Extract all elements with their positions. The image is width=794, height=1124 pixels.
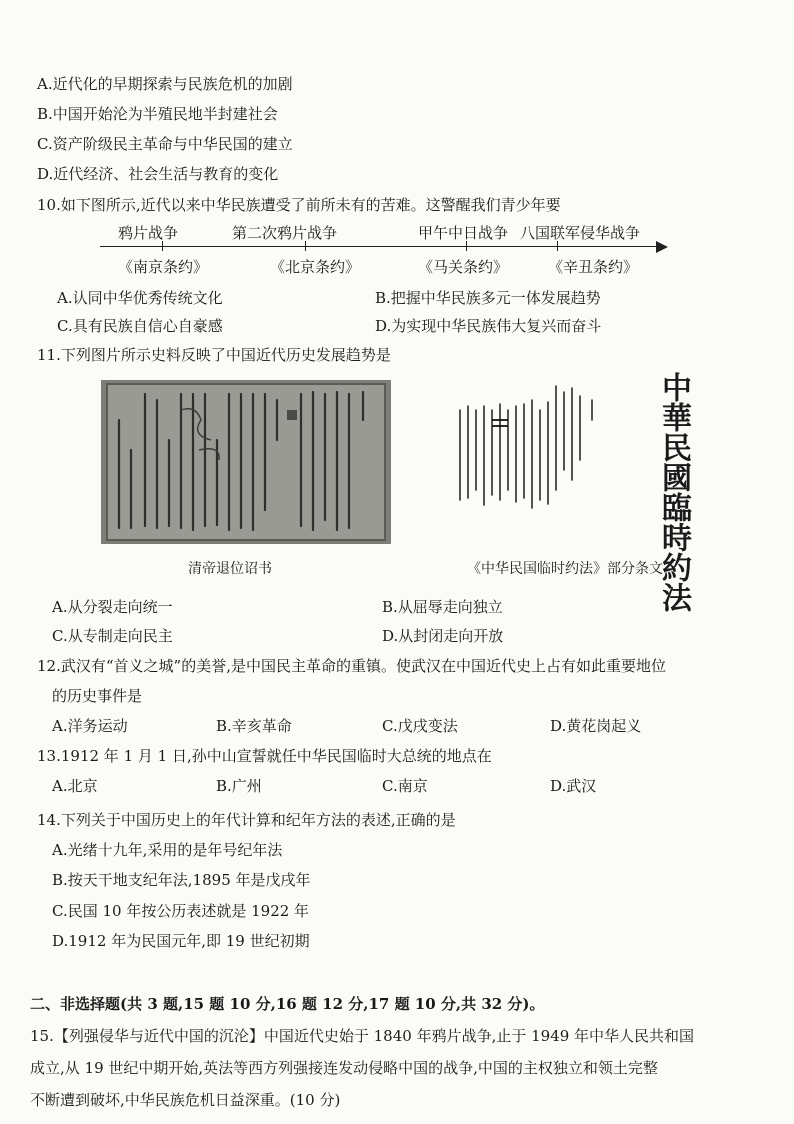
q13-option-b: B.广州 (216, 777, 262, 795)
q10-option-a: A.认同中华优秀传统文化 (57, 289, 223, 307)
abdication-edict-photo (101, 380, 391, 544)
q13-option-a: A.北京 (52, 777, 98, 795)
q10-timeline (100, 222, 670, 282)
q13-stem: 13.1912 年 1 月 1 日,孙中山宣誓就任中华民国临时大总统的地点在 (37, 747, 492, 765)
q9-option-d: D.近代经济、社会生活与教育的变化 (37, 165, 279, 183)
caption-provisional-constitution: 《中华民国临时约法》部分条文 (467, 561, 663, 577)
timeline-event: 第二次鸦片战争 (232, 224, 338, 242)
timeline-arrow (656, 241, 668, 253)
q12-stem-line-1: 12.武汉有“首义之城”的美誉,是中国民主革命的重镇。使武汉在中国近代史上占有如此重要地位 (37, 657, 666, 675)
q11-option-a: A.从分裂走向统一 (52, 598, 173, 616)
q13-option-c: C.南京 (382, 777, 428, 795)
q14-stem: 14.下列关于中国历史上的年代计算和纪年方法的表述,正确的是 (37, 811, 456, 829)
timeline-event: 鸦片战争 (118, 224, 179, 242)
q14-option-b: B.按天干地支纪年法,1895 年是戊戌年 (52, 871, 311, 889)
q13-option-d: D.武汉 (550, 777, 597, 795)
q14-option-a: A.光绪十九年,采用的是年号纪年法 (52, 841, 283, 859)
q15-line-2: 成立,从 19 世纪中期开始,英法等西方列强接连发动侵略中国的战争,中国的主权独立和领土完整 (30, 1059, 658, 1077)
timeline-treaty: 《北京条约》 (270, 258, 361, 276)
timeline-treaty: 《辛丑条约》 (548, 258, 639, 276)
timeline-event: 甲午中日战争 (418, 224, 509, 242)
q9-option-b: B.中国开始沦为半殖民地半封建社会 (37, 105, 278, 123)
q10-option-d: D.为实现中华民族伟大复兴而奋斗 (375, 317, 602, 335)
q14-option-c: C.民国 10 年按公历表述就是 1922 年 (52, 902, 310, 920)
q12-option-c: C.戊戌变法 (382, 717, 458, 735)
q9-option-a: A.近代化的早期探索与民族危机的加剧 (37, 75, 293, 93)
q11-stem: 11.下列图片所示史料反映了中国近代历史发展趋势是 (37, 346, 391, 364)
q10-option-c: C.具有民族自信心自豪感 (57, 317, 223, 335)
q10-stem: 10.如下图所示,近代以来中华民族遭受了前所未有的苦难。这警醒我们青少年要 (37, 196, 561, 214)
timeline-treaty: 《南京条约》 (118, 258, 209, 276)
q11-option-b: B.从屈辱走向独立 (382, 598, 503, 616)
q12-option-b: B.辛亥革命 (216, 717, 292, 735)
q11-option-c: C.从专制走向民主 (52, 627, 173, 645)
q12-option-d: D.黄花岗起义 (550, 717, 642, 735)
q10-option-b: B.把握中华民族多元一体发展趋势 (375, 289, 601, 307)
q12-option-a: A.洋务运动 (52, 717, 128, 735)
timeline-event: 八国联军侵华战争 (520, 224, 641, 242)
q9-option-c: C.资产阶级民主革命与中华民国的建立 (37, 135, 293, 153)
q14-option-d: D.1912 年为民国元年,即 19 世纪初期 (52, 932, 310, 950)
timeline-axis (100, 246, 658, 247)
q15-line-3: 不断遭到破坏,中华民族危机日益深重。(10 分) (30, 1091, 341, 1109)
caption-abdication-edict: 清帝退位诏书 (188, 561, 272, 577)
section-2-heading: 二、非选择题(共 3 题,15 题 10 分,16 题 12 分,17 题 10 分,共 32 分)。 (30, 995, 545, 1013)
constitution-seal-title: 中華民國臨時約法 (656, 372, 691, 612)
q12-stem-line-2: 的历史事件是 (52, 687, 143, 705)
q11-option-d: D.从封闭走向开放 (382, 627, 504, 645)
timeline-treaty: 《马关条约》 (418, 258, 509, 276)
q15-line-1: 15.【列强侵华与近代中国的沉沦】中国近代史始于 1840 年鸦片战争,止于 1949 年中华人民共和国 (30, 1027, 695, 1045)
